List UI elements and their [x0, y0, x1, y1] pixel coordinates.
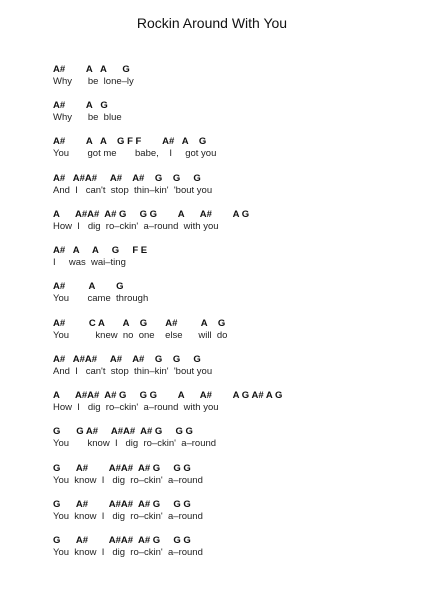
chord-line: A# A G: [53, 100, 108, 111]
stanza-8: [53, 318, 413, 342]
stanza-10: [53, 390, 413, 414]
chord-line: A# C A A G A# A G: [53, 318, 226, 329]
lyric-line: And I can't stop thin–kin' 'bout you: [53, 366, 213, 377]
lyric-line: You know I dig ro–ckin' a–round: [53, 475, 203, 486]
stanza-1: [53, 64, 413, 88]
stanza-2: [53, 100, 413, 124]
chord-line: A# A A G: [53, 64, 130, 75]
stanza-12: [53, 463, 413, 487]
lyric-line: You know I dig ro–ckin' a–round: [53, 511, 203, 522]
lyric-line: Why be lone–ly: [53, 76, 134, 87]
chord-line: A A#A# A# G G G A A# A G A# A G: [53, 390, 283, 401]
stanza-13: [53, 499, 413, 523]
chord-line: G G A# A#A# A# G G G: [53, 426, 193, 437]
lyric-line: You knew no one else will do: [53, 330, 228, 341]
stanza-5: [53, 209, 413, 233]
chord-line: A A#A# A# G G G A A# A G: [53, 209, 250, 220]
stanza-3: [53, 136, 413, 160]
chord-line: A# A#A# A# A# G G G: [53, 173, 201, 184]
lyric-line: How I dig ro–ckin' a–round with you: [53, 402, 219, 413]
stanza-11: [53, 426, 413, 450]
chord-line: G A# A#A# A# G G G: [53, 463, 191, 474]
chord-line: G A# A#A# A# G G G: [53, 535, 191, 546]
lyric-line: You came through: [53, 293, 149, 304]
song-title: Rockin Around With You: [136, 15, 288, 31]
stanza-9: [53, 354, 413, 378]
stanza-4: [53, 173, 413, 197]
lyric-line: You know I dig ro–ckin' a–round: [53, 547, 203, 558]
stanza-6: [53, 245, 413, 269]
chord-line: A# A#A# A# A# G G G: [53, 354, 201, 365]
lyric-line: I was wai–ting: [53, 257, 126, 268]
chord-line: A# A G: [53, 281, 124, 292]
chord-line: A# A A G F F A# A G: [53, 136, 207, 147]
lyric-line: You got me babe, I got you: [53, 148, 217, 159]
lyric-line: How I dig ro–ckin' a–round with you: [53, 221, 219, 232]
lyric-line: And I can't stop thin–kin' 'bout you: [53, 185, 213, 196]
chord-line: A# A A G F E: [53, 245, 148, 256]
stanza-7: [53, 281, 413, 305]
chord-line: G A# A#A# A# G G G: [53, 499, 191, 510]
stanza-14: [53, 535, 413, 559]
lyric-line: You know I dig ro–ckin' a–round: [53, 438, 217, 449]
lyric-line: Why be blue: [53, 112, 122, 123]
